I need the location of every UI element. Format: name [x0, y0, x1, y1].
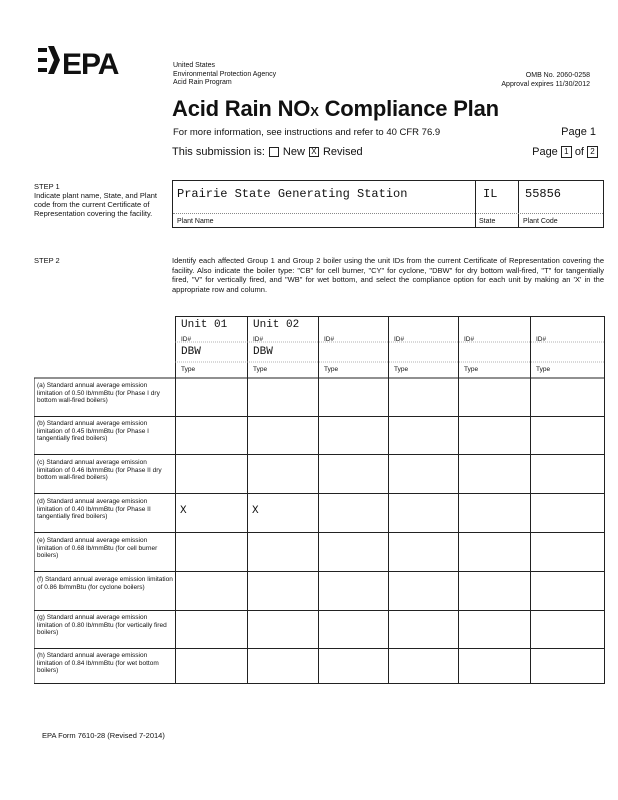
type-caption: Type — [324, 366, 339, 373]
form-number: EPA Form 7610-28 (Revised 7-2014) — [42, 731, 165, 740]
page-number-field[interactable]: 1 — [561, 146, 572, 158]
row-label-e: (e) Standard annual average emission limitation of 0.68 lb/mmBtu (for cell burner boilers) — [37, 537, 158, 559]
plant-info-box — [172, 180, 604, 228]
state-field[interactable]: IL — [483, 187, 498, 201]
agency-line: Environmental Protection Agency — [173, 70, 277, 78]
more-info-text: For more information, see instructions and refer to 40 CFR 76.9 — [173, 127, 441, 138]
unit-id-field[interactable]: Unit 01 — [181, 319, 228, 331]
state-caption: State — [479, 218, 496, 225]
step1-label: STEP 1 — [34, 182, 60, 191]
row-label-c: (c) Standard annual average emission limitation of 0.46 lb/mmBtu (for Phase II dry bottom wall-fired boilers) — [37, 459, 162, 481]
new-checkbox[interactable] — [269, 147, 279, 157]
revised-checkbox[interactable]: X — [309, 147, 319, 157]
compliance-mark-cell[interactable]: X — [180, 505, 187, 517]
agency-line: Acid Rain Program — [173, 79, 232, 86]
plant-code-field[interactable]: 55856 — [525, 187, 562, 201]
plant-code-caption: Plant Code — [523, 218, 558, 225]
boiler-type-field[interactable]: DBW — [181, 346, 201, 358]
title-subscript: X — [310, 104, 319, 119]
compliance-mark-cell[interactable]: X — [252, 505, 259, 517]
page-label: Page 1 — [561, 126, 596, 138]
row-label-h: (h) Standard annual average emission limitation of 0.84 lb/mmBtu (for wet bottom boilers) — [37, 652, 159, 674]
type-caption: Type — [536, 366, 551, 373]
epa-logo — [38, 44, 128, 78]
type-caption: Type — [253, 366, 268, 373]
boiler-type-field[interactable]: DBW — [253, 346, 273, 358]
omb-block — [501, 72, 590, 89]
page-title: Acid Rain NOX Compliance Plan — [172, 96, 499, 121]
unit-id-field[interactable]: Unit 02 — [253, 319, 300, 331]
step1-instructions — [34, 182, 162, 218]
type-caption: Type — [394, 366, 409, 373]
submission-type — [172, 146, 363, 158]
type-caption: Type — [464, 366, 479, 373]
step2-label: STEP 2 — [34, 256, 60, 265]
row-label-g: (g) Standard annual average emission limitation of 0.80 lb/mmBtu (for vertically fired boilers) — [37, 614, 167, 636]
unit-column-4 — [388, 316, 458, 378]
agency-line: United States — [173, 62, 216, 69]
unit-column-6 — [530, 316, 604, 378]
id-caption: ID# — [394, 336, 405, 343]
unit-column-2 — [247, 316, 318, 378]
page-word: Page — [532, 146, 558, 158]
id-caption: ID# — [536, 336, 547, 343]
unit-column-5 — [458, 316, 530, 378]
id-caption: ID# — [464, 336, 475, 343]
step1-text: Indicate plant name, State, and Plant code from the current Certificate of Representation covering the facility. — [34, 191, 157, 218]
id-caption: ID# — [324, 336, 335, 343]
approval-expiry: Approval expires 11/30/2012 — [501, 80, 590, 88]
epa-logo-text: EPA — [62, 48, 119, 78]
unit-column-1 — [175, 316, 247, 378]
new-label: New — [282, 146, 305, 158]
row-label-b: (b) Standard annual average emission limitation of 0.45 lb/mmBtu (for Phase I tangentially fired boilers) — [37, 420, 149, 442]
id-caption: ID# — [181, 336, 192, 343]
page-total-field[interactable]: 2 — [587, 146, 598, 158]
compliance-table — [34, 316, 605, 684]
unit-column-3 — [318, 316, 388, 378]
revised-label: Revised — [322, 146, 363, 158]
plant-name-field[interactable]: Prairie State Generating Station — [177, 187, 408, 201]
omb-number: OMB No. 2060-0258 — [525, 72, 590, 79]
agency-block — [173, 62, 276, 88]
plant-name-caption: Plant Name — [177, 218, 214, 225]
row-label-d: (d) Standard annual average emission limitation of 0.40 lb/mmBtu (for Phase II tangentially fired boilers) — [37, 498, 151, 520]
row-label-a: (a) Standard annual average emission limitation of 0.50 lb/mmBtu (for Phase I dry bottom wall-fired boilers) — [37, 382, 160, 404]
page-of — [532, 146, 598, 158]
step2-instructions: Identify each affected Group 1 and Group 2 boiler using the unit IDs from the current Certificate of Representation covering the facility. Also indicate the boiler type: "CB" for cell burner, "CY" for cyclone, "DBW" for dry bottom wall-fired, "T" for tangentially fired, "V" for vertically fired, and "WB" for wet bottom, and select the compliance option for each unit by making an 'X' in the appropriate row and column. — [172, 256, 604, 294]
type-caption: Type — [181, 366, 196, 373]
row-label-f: (f) Standard annual average emission limitation of 0.86 lb/mmBtu (for cyclone boilers) — [37, 576, 173, 591]
submission-label: This submission is: — [172, 146, 265, 158]
of-word: of — [574, 146, 584, 158]
id-caption: ID# — [253, 336, 264, 343]
